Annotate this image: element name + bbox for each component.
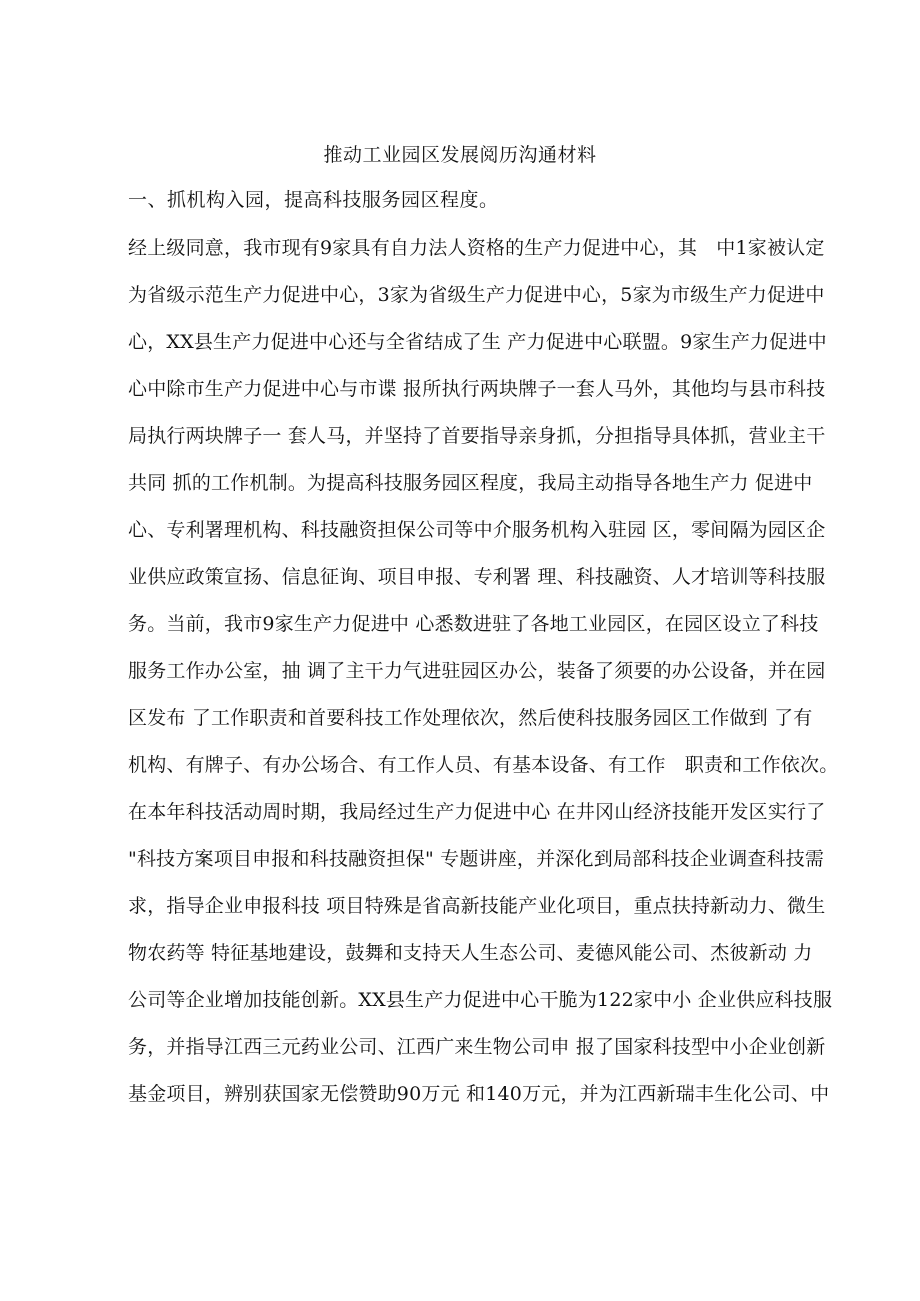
paragraph-line: 务，并指导江西三元药业公司、江西广来生物公司申 报了国家科技型中小企业创新	[128, 1036, 826, 1058]
paragraph-line: 心，XX县生产力促进中心还与全省结成了生 产力促进中心联盟。9家生产力促进中	[128, 331, 827, 353]
paragraph-line: 物农药等 特征基地建设，鼓舞和支持天人生态公司、麦德风能公司、杰彼新动 力	[128, 942, 813, 964]
paragraph-line: 心、专利署理机构、科技融资担保公司等中介服务机构入驻园 区，零间隔为园区企	[128, 519, 826, 541]
paragraph-line: 业供应政策宣扬、信息征询、项目申报、专利署 理、科技融资、人才培训等科技服	[128, 566, 826, 588]
body-paragraph	[128, 234, 839, 1127]
paragraph-line: 区发布 了工作职责和首要科技工作处理依次，然后使科技服务园区工作做到 了有	[128, 707, 813, 729]
paragraph-line: 经上级同意，我市现有9家具有自力法人资格的生产力促进中心，其 中1家被认定	[128, 237, 825, 259]
paragraph-line: "科技方案项目申报和科技融资担保" 专题讲座，并深化到局部科技企业调查科技需	[128, 848, 825, 870]
paragraph-line: 务。当前，我市9家生产力促进中 心悉数进驻了各地工业园区，在园区设立了科技	[128, 613, 819, 635]
paragraph-line: 为省级示范生产力促进中心，3家为省级生产力促进中心，5家为市级生产力促进中	[128, 284, 825, 306]
paragraph-line: 服务工作办公室，抽 调了主干力气进驻园区办公，装备了须要的办公设备，并在园	[128, 660, 826, 682]
paragraph-line: 在本年科技活动周时期，我局经过生产力促进中心 在井冈山经济技能开发区实行了	[128, 801, 826, 823]
paragraph-line: 心中除市生产力促进中心与市谍 报所执行两块牌子一套人马外，其他均与县市科技	[128, 378, 826, 400]
paragraph-line: 求，指导企业申报科技 项目特殊是省高新技能产业化项目，重点扶持新动力、微生	[128, 895, 826, 917]
paragraph-line: 共同 抓的工作机制。为提高科技服务园区程度，我局主动指导各地生产力 促进中	[128, 472, 813, 494]
document-title: 推动工业园区发展阅历沟通材料	[323, 144, 597, 166]
paragraph-line: 基金项目，辨别获国家无偿赞助90万元 和140万元，并为江西新瑞丰生化公司、中	[128, 1083, 830, 1105]
paragraph-line: 局执行两块牌子一 套人马，并坚持了首要指导亲身抓，分担指导具体抓，营业主干	[128, 425, 826, 447]
paragraph-line: 公司等企业增加技能创新。XX县生产力促进中心干脆为122家中小 企业供应科技服	[128, 989, 833, 1011]
paragraph-line: 机构、有牌子、有办公场合、有工作人员、有基本设备、有工作 职责和工作依次。	[128, 754, 839, 776]
section-heading: 一、抓机构入园，提高科技服务园区程度。	[128, 189, 499, 211]
